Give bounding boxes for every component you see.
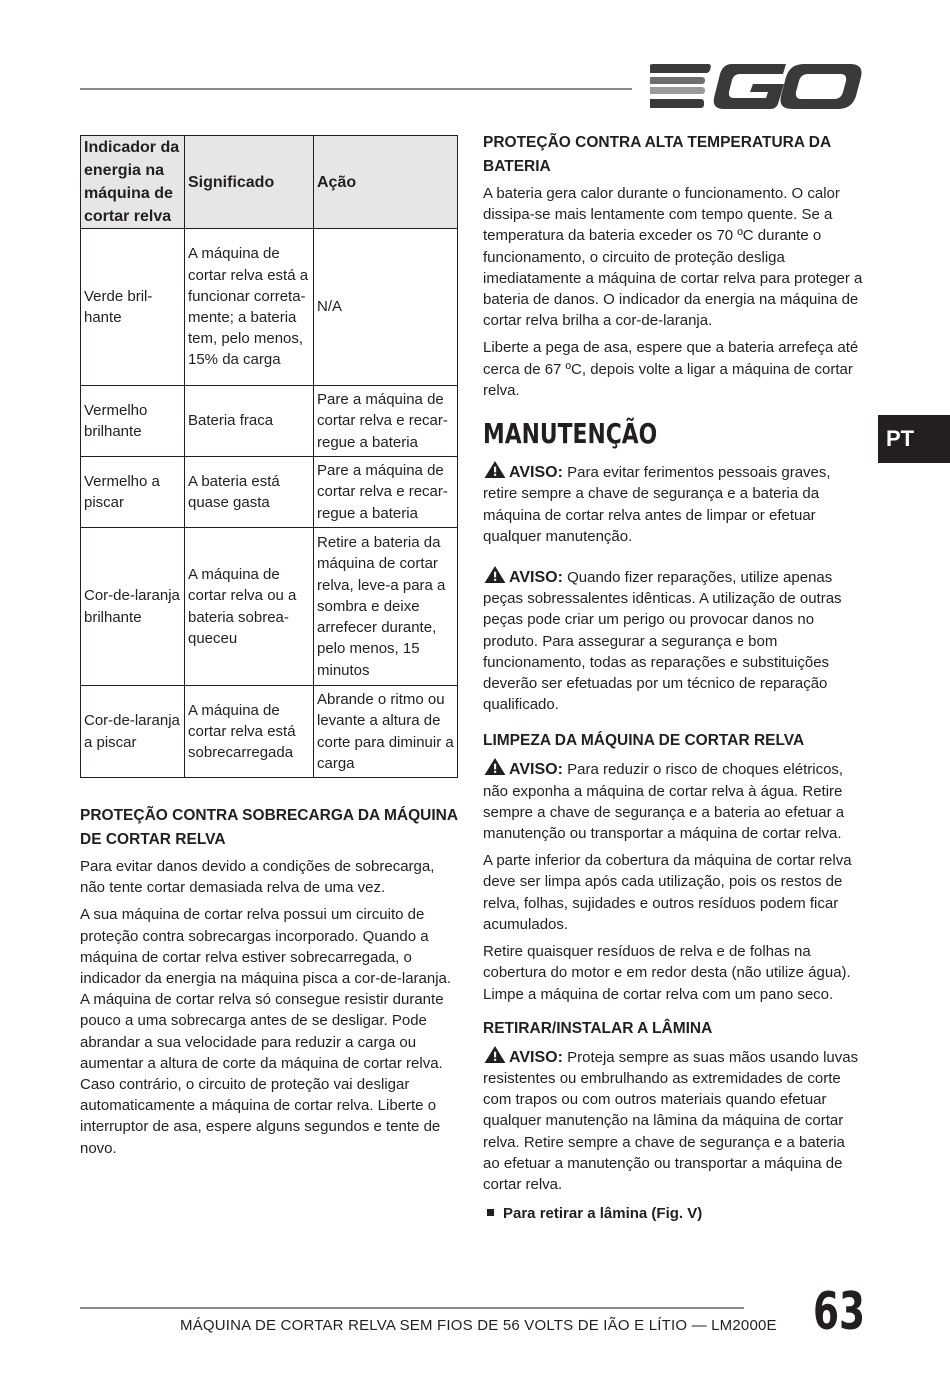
table-cell: Bateria fraca <box>185 386 314 457</box>
ego-logo <box>650 62 862 112</box>
warning-triangle-icon <box>483 565 507 584</box>
overload-heading: PROTEÇÃO CONTRA SOBRECARGA DA MÁQUINA DE CORTAR RELVA <box>80 807 458 848</box>
warning-text: Quando fizer reparações, utilize apenas peças sobressalentes idênticas. A utilização de outras peças pode criar um perigo ou provocar danos no produto. Para assegurar a segurança e bom funcionamento, todas as reparações e substituições deverão ser efetuadas por um técnico de reparação qualificado. <box>483 569 842 714</box>
footer-title: MÁQUINA DE CORTAR RELVA SEM FIOS DE 56 VOLTS DE IÃO E LÍTIO — LM2000E <box>180 1317 777 1334</box>
cleaning-paragraph-1: A parte inferior da cobertura da máquina de cortar relva deve ser limpa após cada utilização, pois os restos de relva, folhas, sujidades e outros resíduos podem ficar acumulados. <box>483 852 852 933</box>
overload-paragraph-1: Para evitar danos devido a condições de sobrecarga, não tente cortar demasiada relva de uma vez. <box>80 858 435 897</box>
warning-1 <box>483 460 865 547</box>
right-column <box>483 131 865 1224</box>
table-cell: Pare a máquina de cortar relva e recar- regue a bateria <box>314 457 458 528</box>
cleaning-heading: LIMPEZA DA MÁQUINA DE CORTAR RELVA <box>483 732 805 750</box>
column-header-action: Ação <box>314 136 458 229</box>
left-column <box>80 135 458 1165</box>
page-number: 63 <box>813 1282 866 1342</box>
power-indicator-table <box>80 135 458 778</box>
table-cell: A máquina de cortar relva ou a bateria sobrea- queceu <box>185 528 314 686</box>
table-cell: Retire a bateria da máquina de cortar relva, leve-a para a sombra e deixe arrefecer durante, pelo menos, 15 minutos <box>314 528 458 686</box>
maintenance-heading: MANUTENÇÃO <box>483 417 658 451</box>
table-cell: A máquina de cortar relva está sobrecarregada <box>185 686 314 778</box>
warning-label: AVISO: <box>509 761 563 779</box>
column-header-indicator: Indicador da energia na máquina de cortar relva <box>81 136 185 229</box>
warning-label: AVISO: <box>509 1048 563 1066</box>
table-row <box>81 386 458 457</box>
warning-text: Para evitar ferimentos pessoais graves, retire sempre a chave de segurança e a bateria da máquina de cortar relva antes de limpar or efetuar qualquer manutenção. <box>483 464 831 545</box>
table-cell: Abrande o ritmo ou levante a altura de corte para diminuir a carga <box>314 686 458 778</box>
warning-2 <box>483 565 865 715</box>
footer-rule <box>80 1307 744 1309</box>
warning-triangle-icon <box>483 1045 507 1064</box>
cleaning-paragraph-2: Retire quaisquer resíduos de relva e de folhas na cobertura do motor e em redor desta (não utilize água). Limpe a máquina de cortar relva com um pano seco. <box>483 943 851 1003</box>
table-row <box>81 686 458 778</box>
table-cell: Vermelho brilhante <box>81 386 185 457</box>
overload-paragraph-2: A sua máquina de cortar relva possui um circuito de proteção contra sobrecargas incorporado. Quando a máquina de cortar relva estiver sobrecarregada, o indicador da energia na máquina pisca a cor-de-laranja. A máquina de cortar relva só consegue resistir durante pouco a uma sobrecarga antes de se desligar. Pode abrandar a sua velocidade para reduzir a carga ou aumentar a altura de corte da máquina de cortar relva. Caso contrário, o circuito de proteção vai desligar automaticamente a máquina de cortar relva. Liberte o interruptor de asa, espere alguns segundos e tente de novo. <box>80 906 452 1157</box>
warning-4 <box>483 1045 865 1195</box>
bullet-square-icon <box>487 1209 494 1216</box>
table-cell: N/A <box>314 229 458 386</box>
warning-text: Para reduzir o risco de choques elétricos, não exponha a máquina de cortar relva à água. Retire sempre a chave de segurança e a bateria ao efetuar a manutenção ou transportar a máquina de cortar relva. <box>483 761 845 843</box>
language-tab: PT <box>878 415 950 463</box>
table-header-row <box>81 136 458 229</box>
table-row <box>81 457 458 528</box>
column-header-meaning: Significado <box>185 136 314 229</box>
warning-triangle-icon <box>483 757 507 776</box>
bullet-item <box>483 1203 865 1224</box>
warning-triangle-icon <box>483 460 507 479</box>
warning-3 <box>483 757 865 844</box>
temp-heading: PROTEÇÃO CONTRA ALTA TEMPERATURA DA BATERIA <box>483 134 831 175</box>
warning-label: AVISO: <box>509 464 563 482</box>
table-cell: Verde bril- hante <box>81 229 185 386</box>
header-rule <box>80 88 632 90</box>
temp-paragraph-2: Liberte a pega de asa, espere que a bateria arrefeça até cerca de 67 ºC, depois volte a ligar a máquina de cortar relva. <box>483 339 859 399</box>
table-row <box>81 229 458 386</box>
table-cell: Cor-de-laranja a piscar <box>81 686 185 778</box>
warning-text: Proteja sempre as suas mãos usando luvas resistentes ou embrulhando as extremidades de corte com trapos ou com outros materiais quando efetuar qualquer manutenção na lâmina da máquina de cortar relva. Retire sempre a chave de segurança e a bateria ao efetuar a manutenção ou transportar a máquina de cortar relva. <box>483 1048 859 1193</box>
blade-heading: RETIRAR/INSTALAR A LÂMINA <box>483 1019 713 1037</box>
table-cell: Pare a máquina de cortar relva e recar- regue a bateria <box>314 386 458 457</box>
temp-paragraph-1: A bateria gera calor durante o funcionamento. O calor dissipa-se mais lentamente com tempo quente. Se a temperatura da bateria exceder os 70 ºC durante o funcionamento, o circuito de proteção desliga imediatamente a máquina de cortar relva para proteger a bateria de danos. O indicador da energia na máquina de cortar relva brilha a cor-de-laranja. <box>483 185 863 330</box>
table-row <box>81 528 458 686</box>
table-cell: Cor-de-laranja brilhante <box>81 528 185 686</box>
table-cell: A bateria está quase gasta <box>185 457 314 528</box>
warning-label: AVISO: <box>509 569 563 587</box>
table-cell: A máquina de cortar relva está a funcionar correta- mente; a bateria tem, pelo menos, 15% da carga <box>185 229 314 386</box>
bullet-text: Para retirar a lâmina (Fig. V) <box>503 1205 703 1223</box>
table-cell: Vermelho a piscar <box>81 457 185 528</box>
